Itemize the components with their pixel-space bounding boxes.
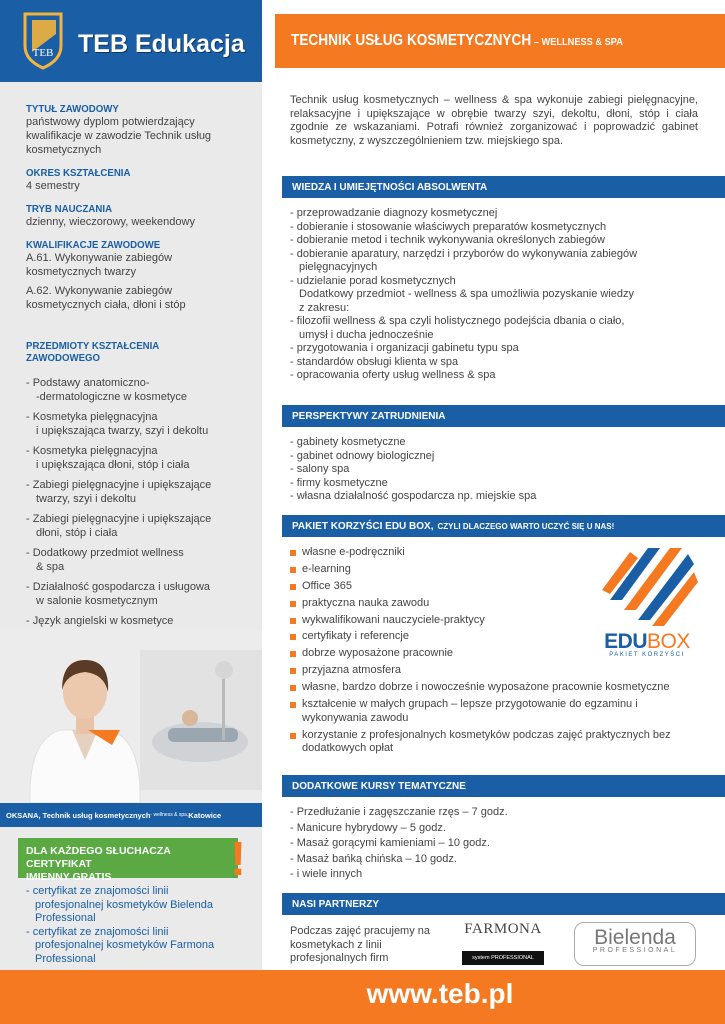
subject-line2: -dermatologiczne w kosmetyce bbox=[36, 391, 188, 403]
benefit-item: korzystanie z profesjonalnych kosmetyków podczas zajęć praktycznych bez dodatkowych opłat bbox=[290, 729, 695, 756]
benefit-item: dobrze wyposażone pracownie bbox=[290, 647, 710, 661]
student-photo bbox=[0, 630, 262, 803]
student-photo-image bbox=[0, 630, 262, 803]
farmona-name: FARMONA bbox=[464, 921, 542, 937]
subjects-list bbox=[26, 376, 258, 634]
courses-heading: DODATKOWE KURSY TEMATYCZNE bbox=[282, 775, 725, 797]
job-item: - salony spa bbox=[290, 463, 350, 475]
bielenda-sub: PROFESSIONAL bbox=[592, 947, 678, 954]
certificate-line3: Professional bbox=[35, 952, 96, 965]
subject-line1: - Podstawy anatomiczno- bbox=[26, 377, 150, 389]
photo-caption bbox=[0, 803, 262, 827]
certificate-list bbox=[26, 885, 258, 966]
caption-city: Katowice bbox=[188, 810, 222, 820]
skill-line: - przygotowania i organizacji gabinetu typu spa bbox=[290, 342, 519, 354]
course-intro: Technik usług kosmetycznych – wellness & spa wykonuje zabiegi pielęgnacyjne, relaksacyjne i upiększające w obrębie twarzy szyi, dekoltu, dłoni, stóp i ciała zgodnie ze wskazaniami. Potrafi również zorganizować i poprowadzić gabinet kosmetyczny, z wyszczególnieniem tzw. miejskiego spa. bbox=[290, 94, 698, 147]
period-heading: OKRES KSZTAŁCENIA bbox=[26, 167, 131, 179]
course-item: - i wiele innych bbox=[290, 868, 363, 880]
skill-line: - standardów obsługi klienta w spa bbox=[290, 355, 459, 368]
bielenda-name: Bielenda bbox=[594, 926, 676, 949]
subject-line2: twarzy, szyi i dekoltu bbox=[36, 493, 137, 505]
subject-line1: - Zabiegi pielęgnacyjne i upiększające bbox=[26, 513, 212, 525]
certificate-line3: Professional bbox=[35, 912, 96, 924]
teb-shield-icon bbox=[22, 12, 64, 70]
mode-heading: TRYB NAUCZANIA bbox=[26, 203, 113, 215]
benefit-item: kształcenie w małych grupach – lepsze przygotowanie do egzaminu i wykonywania zawodu bbox=[290, 698, 695, 725]
skill-line: - przeprowadzanie diagnozy kosmetycznej bbox=[290, 207, 498, 219]
subject-line1: - Działalność gospodarcza i usługowa bbox=[26, 581, 211, 593]
logo-text: TEB bbox=[32, 47, 54, 59]
subjects-heading-line2: ZAWODOWEGO bbox=[26, 352, 101, 364]
job-item: - firmy kosmetyczne bbox=[290, 476, 388, 489]
edubox-logo-sub: PAKIET KORZYŚCI bbox=[609, 652, 685, 658]
certificate-badge bbox=[18, 838, 238, 883]
skill-line: - opracowania oferty usług wellness & spa bbox=[290, 369, 496, 381]
qualification-a61: A.61. Wykonywanie zabiegów kosmetycznych twarzy bbox=[26, 252, 173, 278]
edubox-heading-main: PAKIET KORZYŚCI EDU BOX, bbox=[292, 520, 434, 532]
benefit-item: przyjazna atmosfera bbox=[290, 664, 710, 678]
subjects-heading-block bbox=[26, 340, 256, 364]
edubox-heading bbox=[282, 515, 725, 537]
farmona-sub: system PROFESSIONAL bbox=[462, 951, 544, 965]
subjects-heading-line1: PRZEDMIOTY KSZTAŁCENIA bbox=[26, 340, 160, 352]
certificate-item bbox=[26, 885, 258, 926]
skills-heading: WIEDZA I UMIEJĘTNOŚCI ABSOLWENTA bbox=[282, 176, 725, 198]
certificate-line1: - certyfikat ze znajomości linii bbox=[26, 885, 169, 897]
header-brand-bar bbox=[0, 0, 262, 82]
benefit-item: e-learning bbox=[290, 563, 710, 577]
skill-line: - dobieranie metod i technik wykonywania określonych zabiegów bbox=[290, 234, 605, 246]
website-link[interactable]: www.teb.pl bbox=[366, 978, 514, 1009]
skills-list bbox=[290, 207, 698, 383]
subject-item bbox=[26, 478, 258, 506]
subject-item bbox=[26, 546, 258, 574]
course-title-bar bbox=[275, 14, 725, 68]
period-block bbox=[26, 167, 256, 193]
skill-line: - dobieranie aparatury, narzędzi i przyborów do wykonywania zabiegów bbox=[290, 247, 638, 260]
course-item: - Masaż gorącymi kamieniami – 10 godz. bbox=[290, 837, 490, 849]
job-item: - gabinety kosmetyczne bbox=[290, 436, 406, 448]
benefit-item: własne e-podręczniki bbox=[290, 546, 710, 560]
edubox-logo-box: BOX bbox=[646, 630, 690, 653]
subject-line1: - Zabiegi pielęgnacyjne i upiększające bbox=[26, 479, 212, 491]
course-title bbox=[291, 32, 623, 50]
subject-item bbox=[26, 410, 258, 438]
benefit-item: Office 365 bbox=[290, 580, 710, 594]
benefit-item: certyfikaty i referencje bbox=[290, 630, 710, 644]
certificate-badge-line2: IMIENNY GRATIS bbox=[26, 871, 112, 883]
certificate-line2: profesjonalnej kosmetyków Farmona bbox=[35, 939, 215, 951]
course-item: - Manicure hybrydowy – 5 godz. bbox=[290, 821, 446, 834]
partners-text: Podczas zajęć pracujemy na kosmetykach z linii profesjonalnych firm bbox=[290, 925, 431, 964]
title-block bbox=[26, 103, 256, 157]
skill-line: umysł i ducha jednocześnie bbox=[299, 328, 434, 341]
subject-line2: dłoni, stóp i ciała bbox=[36, 527, 118, 539]
skill-line: z zakresu: bbox=[299, 301, 350, 314]
skill-line: - filozofii wellness & spa czyli holistycznego podejścia dbania o ciało, bbox=[290, 315, 625, 327]
benefit-item: praktyczna nauka zawodu bbox=[290, 597, 710, 611]
subject-item bbox=[26, 376, 258, 404]
title-text: państwowy dyplom potwierdzający kwalifikacje w zawodzie Technik usług kosmetycznych bbox=[26, 116, 212, 156]
benefit-item: własne, bardzo dobrze i nowocześnie wyposażone pracownie kosmetyczne bbox=[290, 681, 695, 695]
course-title-main: TECHNIK USŁUG KOSMETYCZNYCH bbox=[291, 32, 532, 49]
course-item: - Przedłużanie i zagęszczanie rzęs – 7 godz. bbox=[290, 806, 508, 818]
certificate-line1: - certyfikat ze znajomości linii bbox=[26, 925, 169, 938]
jobs-heading: PERSPEKTYWY ZATRUDNIENIA bbox=[282, 405, 725, 427]
skill-line: pielęgnacyjnych bbox=[299, 261, 378, 273]
qualification-a62: A.62. Wykonywanie zabiegów kosmetycznych ciała, dłoni i stóp bbox=[26, 285, 186, 311]
certificate-item bbox=[26, 926, 258, 967]
job-item: - własna działalność gospodarcza np. miejskie spa bbox=[290, 490, 537, 502]
edubox-heading-small: CZYLI DLACZEGO WARTO UCZYĆ SIĘ U NAS! bbox=[437, 521, 615, 531]
partners-heading: NASI PARTNERZY bbox=[282, 893, 725, 915]
mode-block bbox=[26, 203, 256, 229]
job-item: - gabinet odnowy biologicznej bbox=[290, 449, 435, 462]
subject-line2: i upiększająca dłoni, stóp i ciała bbox=[36, 459, 190, 471]
caption-spec: - wellness & spa, bbox=[150, 812, 189, 818]
subject-line1: - Kosmetyka pielęgnacyjna bbox=[26, 445, 158, 457]
caption-name: OKSANA, Technik usług kosmetycznych bbox=[6, 810, 151, 820]
bielenda-logo bbox=[574, 922, 696, 966]
period-text: 4 semestry bbox=[26, 180, 80, 192]
brand-name: TEB Edukacja bbox=[78, 30, 245, 58]
skill-line: Dodatkowy przedmiot - wellness & spa umożliwia pozyskanie wiedzy bbox=[299, 288, 635, 300]
subject-line1: - Dodatkowy przedmiot wellness bbox=[26, 547, 184, 559]
jobs-list bbox=[290, 436, 698, 504]
skill-line: - udzielanie porad kosmetycznych bbox=[290, 274, 456, 287]
title-heading: TYTUŁ ZAWODOWY bbox=[26, 103, 119, 115]
subject-line1: - Język angielski w kosmetyce bbox=[26, 615, 174, 627]
subject-item bbox=[26, 512, 258, 540]
certificate-line2: profesjonalnej kosmetyków Bielenda bbox=[35, 898, 213, 911]
subject-item bbox=[26, 444, 258, 472]
exclamation-icon: ! bbox=[230, 833, 246, 886]
course-item: - Masaż bańką chińska – 10 godz. bbox=[290, 852, 457, 865]
subject-item bbox=[26, 580, 258, 608]
mode-text: dzienny, wieczorowy, weekendowy bbox=[26, 216, 195, 228]
qualifications-heading: KWALIFIKACJE ZAWODOWE bbox=[26, 239, 161, 251]
edubox-logo bbox=[582, 630, 712, 658]
courses-list bbox=[290, 806, 698, 884]
subject-line1: - Kosmetyka pielęgnacyjna bbox=[26, 411, 158, 423]
subject-item bbox=[26, 614, 258, 628]
certificate-badge-line1: DLA KAŻDEGO SŁUCHACZA CERTYFIKAT bbox=[26, 845, 171, 870]
course-title-sub: – WELLNESS & SPA bbox=[531, 36, 623, 48]
subject-line2: i upiększająca twarzy, szyi i dekoltu bbox=[36, 425, 209, 437]
edubox-logo-edu: EDU bbox=[604, 630, 647, 653]
qualifications-block bbox=[26, 239, 256, 312]
farmona-logo bbox=[462, 915, 544, 967]
subject-line2: & spa bbox=[36, 561, 65, 573]
skill-line: - dobieranie i stosowanie właściwych preparatów kosmetycznych bbox=[290, 220, 607, 233]
benefit-item: wykwalifikowani nauczyciele-praktycy bbox=[290, 614, 710, 628]
subject-line2: w salonie kosmetycznym bbox=[36, 595, 158, 607]
